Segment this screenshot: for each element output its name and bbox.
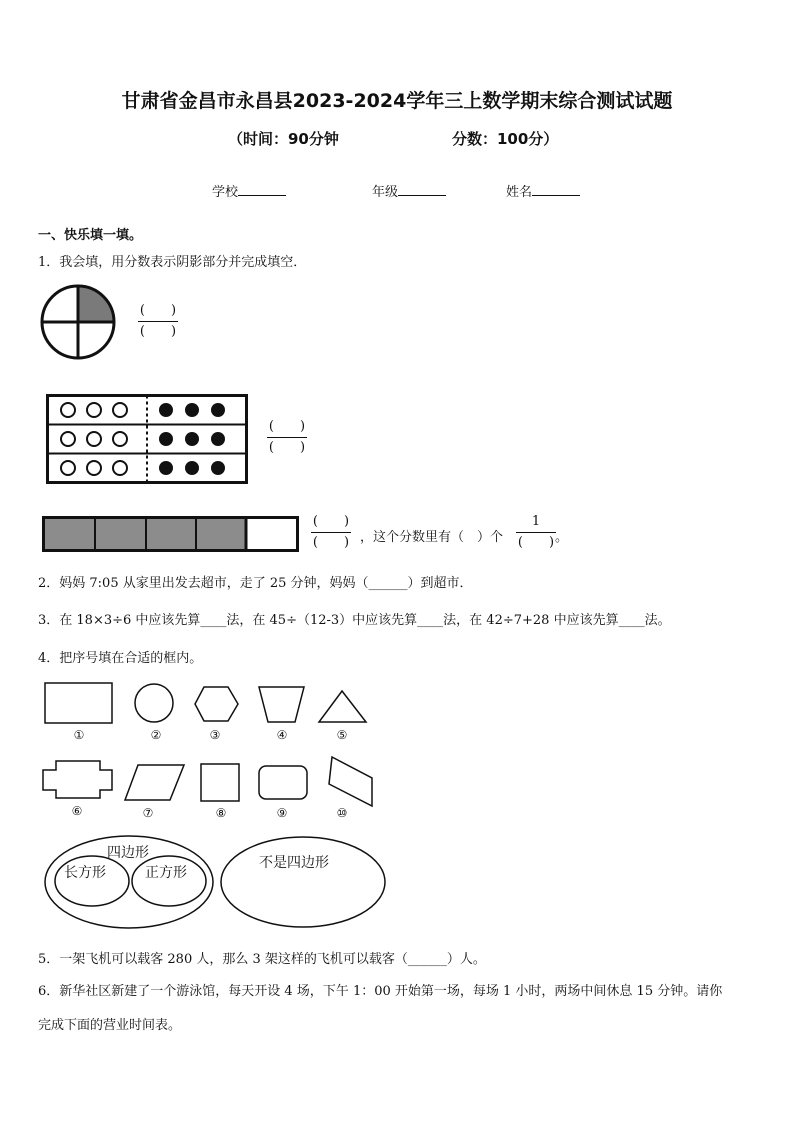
- shape-label-1: ①: [73, 728, 85, 742]
- question-6-text-line2: 完成下面的营业时间表。: [38, 1018, 182, 1033]
- section-title: 一、快乐填一填。: [38, 228, 143, 243]
- shape-cross: [42, 760, 114, 800]
- page-title: 甘肃省金昌市永昌县2023-2024学年三上数学期末综合测试试题: [121, 90, 673, 112]
- school-blank[interactable]: [238, 183, 286, 196]
- school-field[interactable]: [212, 181, 286, 200]
- shape-label-2: ②: [150, 728, 162, 742]
- exam-time: （时间：90分钟: [228, 130, 339, 148]
- square-label: 正方形: [145, 865, 187, 881]
- grade-blank[interactable]: [398, 183, 446, 196]
- shape-rectangle: [44, 682, 114, 724]
- non-quadrilateral-ellipse[interactable]: [219, 836, 387, 930]
- shape-label-4: ④: [276, 728, 288, 742]
- shape-hexagon: [194, 686, 240, 724]
- fraction-answer-3[interactable]: ( ) ( ): [312, 514, 350, 550]
- quarter-circle-figure: [40, 284, 116, 360]
- question-4-text: 4．把序号填在合适的框内。: [38, 651, 203, 666]
- shape-label-10: ⑩: [336, 806, 348, 820]
- unit-fraction-answer[interactable]: 1 ( ): [517, 514, 555, 550]
- grade-label: 年级: [372, 185, 399, 200]
- non-quadrilateral-label: 不是四边形: [259, 855, 329, 871]
- shape-rounded-rectangle: [258, 765, 310, 801]
- shape-square: [200, 763, 242, 803]
- bar-strip-figure: [42, 516, 300, 552]
- shape-label-5: ⑤: [336, 728, 348, 742]
- dots-grid-figure: [46, 394, 248, 484]
- question-1-text: 1．我会填，用分数表示阴影部分并完成填空．: [38, 255, 307, 270]
- exam-score: 分数：100分）: [452, 130, 559, 148]
- shape-trapezoid: [258, 686, 306, 724]
- fraction-answer-1[interactable]: ( ) ( ): [139, 303, 177, 339]
- shape-label-3: ③: [209, 728, 221, 742]
- fraction-tail-end: 。: [555, 530, 569, 545]
- shape-circle: [134, 683, 176, 725]
- quadrilateral-label: 四边形: [107, 845, 149, 861]
- name-label: 姓名: [506, 185, 533, 200]
- grade-field[interactable]: [372, 181, 446, 200]
- shape-label-7: ⑦: [142, 806, 154, 820]
- name-blank[interactable]: [532, 183, 580, 196]
- shape-parallelogram: [124, 764, 186, 802]
- shape-label-9: ⑨: [276, 806, 288, 820]
- question-5-text: 5．一架飞机可以载客 280 人，那么 3 架这样的飞机可以载客（______）人。: [38, 952, 486, 967]
- question-2-text: 2．妈妈 7:05 从家里出发去超市，走了 25 分钟，妈妈（______）到超市．: [38, 576, 473, 591]
- question-6-text-line1: 6．新华社区新建了一个游泳馆，每天开设 4 场，下午 1：00 开始第一场，每场 1 小时，两场中间休息 15 分钟。请你: [38, 984, 723, 999]
- fraction-answer-2[interactable]: ( ) ( ): [268, 419, 306, 455]
- question-3-text: 3．在 18×3÷6 中应该先算____法，在 45÷（12-3）中应该先算____法，在 42÷7+28 中应该先算____法。: [38, 613, 671, 628]
- shape-label-8: ⑧: [215, 806, 227, 820]
- shape-slanted-quadrilateral: [328, 756, 374, 808]
- school-label: 学校: [212, 185, 239, 200]
- name-field[interactable]: [506, 181, 580, 200]
- fraction-unit-text: ，这个分数里有（ ）个: [360, 530, 504, 545]
- rectangle-label: 长方形: [64, 865, 106, 881]
- shape-triangle: [318, 690, 368, 724]
- shape-label-6: ⑥: [71, 804, 83, 818]
